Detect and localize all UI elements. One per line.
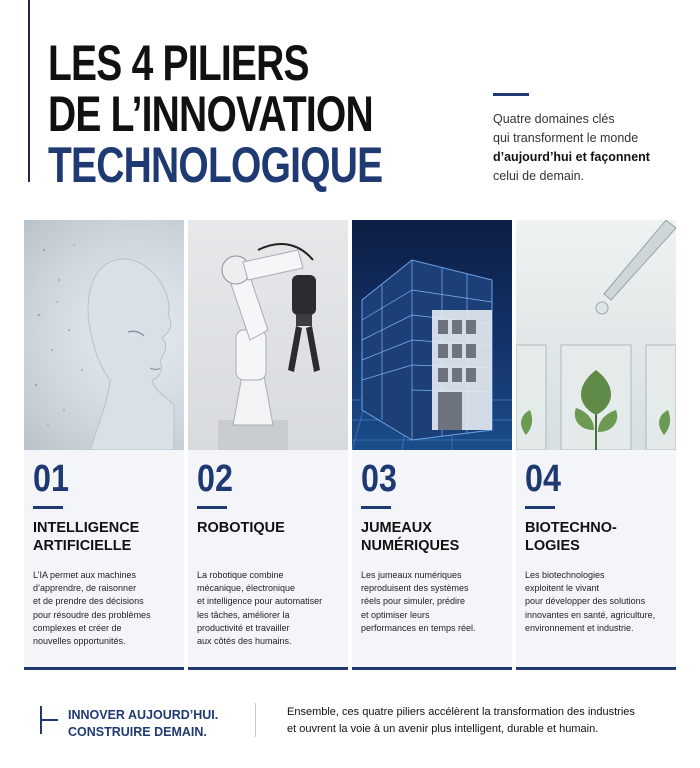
intro-text xyxy=(493,110,683,186)
pillar-heading-line-1: BIOTECHNO- xyxy=(525,520,617,536)
pillar-heading-line-2: ARTIFICIELLE xyxy=(33,538,132,554)
pillar-description-line: mécanique, électronique xyxy=(197,583,296,594)
ai-face-particles-image xyxy=(24,220,184,450)
pillar-description xyxy=(525,569,675,635)
footer-statement-line-1: Ensemble, ces quatre piliers accélèrent la transformation des industries xyxy=(287,706,635,718)
pillar-heading-line-1: ROBOTIQUE xyxy=(197,520,285,536)
pillar-description-line: d’apprendre, de raisonner xyxy=(33,583,137,594)
footer-statement xyxy=(287,704,687,738)
pillar-description-line: exploitent le vivant xyxy=(525,583,600,594)
pillar-description-line: complexes et créer de xyxy=(33,622,122,633)
footer-tagline xyxy=(68,707,218,741)
pillar-description-line: et optimiser leurs xyxy=(361,609,430,620)
pillar-heading-line-2: NUMÉRIQUES xyxy=(361,538,460,554)
pillar-description-line: réels pour simuler, prédire xyxy=(361,596,466,607)
pillars-grid xyxy=(24,220,676,670)
pillar-heading-line-2: LOGIES xyxy=(525,538,580,554)
pillar-description-line: Les biotechnologies xyxy=(525,570,605,580)
pillar-heading-line-1: INTELLIGENCE xyxy=(33,520,140,536)
pillar-description-line: pour résoudre des problèmes xyxy=(33,609,151,620)
footer-divider xyxy=(255,703,256,737)
pillar-rule xyxy=(525,506,555,509)
pillar-number: 01 xyxy=(33,458,69,500)
pillar-description-line: innovantes en santé, agriculture, xyxy=(525,609,656,620)
intro-line-1: Quatre domaines clés xyxy=(493,112,615,126)
pillar-rule xyxy=(361,506,391,509)
digital-twin-building-image xyxy=(352,220,512,450)
lab-plants-test-tubes-image xyxy=(516,220,676,450)
pillar-card-biotech xyxy=(516,220,676,670)
title-line-1: LES 4 PILIERS xyxy=(48,35,309,91)
pillar-number: 03 xyxy=(361,458,397,500)
pillar-description-line: La robotique combine xyxy=(197,570,284,580)
intro-accent-rule xyxy=(493,93,529,96)
pillar-heading xyxy=(33,519,183,555)
intro-line-2: qui transforment le monde xyxy=(493,131,639,145)
pillar-heading xyxy=(361,519,511,555)
footer-statement-line-2: et ouvrent la voie à un avenir plus intelligent, durable et humain. xyxy=(287,723,599,735)
title-accent-bar xyxy=(28,0,30,182)
pillar-description xyxy=(197,569,347,648)
pillar-description-line: performances en temps réel. xyxy=(361,622,476,633)
pillar-description-line: reproduisent des systèmes xyxy=(361,583,469,594)
pillar-heading xyxy=(197,519,347,537)
intro-line-4: celui de demain. xyxy=(493,169,585,183)
pillar-card-robotics xyxy=(188,220,348,670)
pillar-description-line: les tâches, améliorer la xyxy=(197,609,290,620)
intro-line-3: d’aujourd’hui et façonnent xyxy=(493,150,650,164)
pillar-description-line: pour développer des solutions xyxy=(525,596,646,607)
footer-accent-tick xyxy=(40,719,58,721)
pillar-description-line: L’IA permet aux machines xyxy=(33,570,137,580)
footer-tagline-line-2: CONSTRUIRE DEMAIN. xyxy=(68,725,207,739)
pillar-description-line: Les jumeaux numériques xyxy=(361,570,462,580)
pillar-description-line: et intelligence pour automatiser xyxy=(197,596,323,607)
pillar-number: 02 xyxy=(197,458,233,500)
page-title xyxy=(48,35,383,193)
pillar-rule xyxy=(197,506,227,509)
title-line-2: DE L’INNOVATION xyxy=(48,86,373,142)
pillar-description-line: environnement et industrie. xyxy=(525,622,634,633)
robotic-arm-image xyxy=(188,220,348,450)
footer-tagline-line-1: INNOVER AUJOURD’HUI. xyxy=(68,708,219,722)
pillar-description-line: nouvelles opportunités. xyxy=(33,636,126,647)
title-line-3: TECHNOLOGIQUE xyxy=(48,137,383,193)
pillar-description xyxy=(33,569,183,648)
pillar-number: 04 xyxy=(525,458,561,500)
pillar-card-ai xyxy=(24,220,184,670)
pillar-heading xyxy=(525,519,675,555)
pillar-description-line: aux côtés des humains. xyxy=(197,636,292,647)
pillar-heading-line-1: JUMEAUX xyxy=(361,520,432,536)
pillar-card-digital-twins xyxy=(352,220,512,670)
pillar-description-line: et de prendre des décisions xyxy=(33,596,144,607)
pillar-description-line: productivité et travailler xyxy=(197,622,290,633)
pillar-description xyxy=(361,569,511,635)
pillar-rule xyxy=(33,506,63,509)
